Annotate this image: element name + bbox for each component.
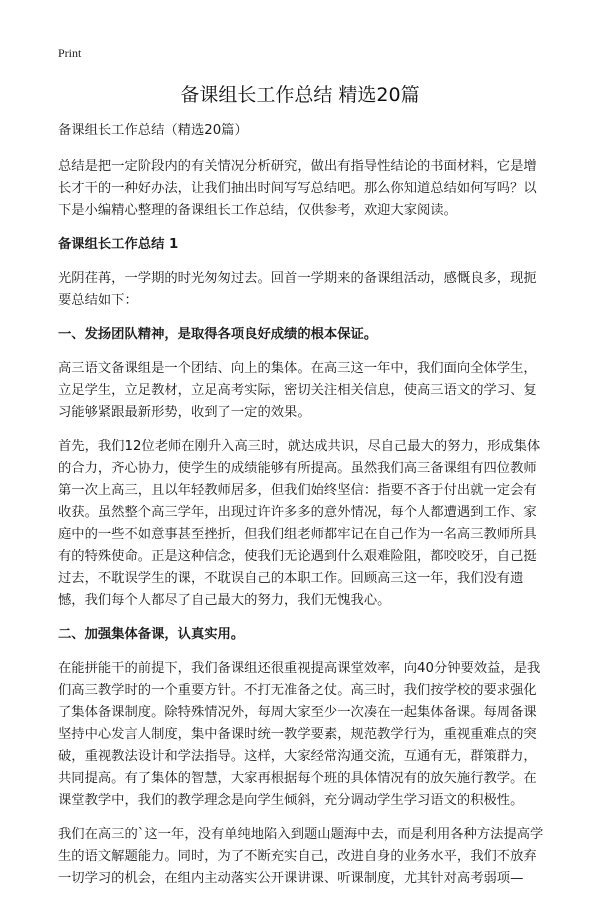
print-label: Print bbox=[58, 46, 82, 60]
article-body bbox=[58, 120, 548, 902]
point-2-heading: 二、加强集体备课，认真实用。 bbox=[58, 627, 245, 642]
point-2-paragraph-2: 我们在高三的`这一年，没有单纯地陷入到题山题海中去，而是利用各种方法提高学生的语文解题能力。同时，为了不断充实自己，改进自身的业务水平，我们不放弃一切学习的机会，在组内主动落实公开课讲课、听课制度，尤其针对高考弱项— bbox=[58, 827, 544, 886]
point-2-paragraph-1: 在能拼能干的前提下，我们备课组还很重视提高课堂效率，向40分钟要效益，是我们高三教学时的一个重要方针。不打无准备之仗。高三时，我们按学校的要求强化了集体备课制度。除特殊情况外，每周大家至少一次凑在一起集体备课。每周备课坚持中心发言人制度，集中备课时统一教学要素，规范教学行为，重视重难点的突破，重视教法设计和学法指导。这样，大家经常沟通交流，互通有无，群策群力，共同提高。有了集体的智慧，大家再根据每个班的具体情况有的放矢施行教学。在课堂教学中，我们的教学理念是向学生倾斜，充分调动学生学习语文的积极性。 bbox=[58, 661, 541, 808]
section-1-intro: 光阴荏苒，一学期的时光匆匆过去。回首一学期来的备课组活动，感慨良多，现扼要总结如下： bbox=[58, 271, 537, 308]
section-1-heading: 备课组长工作总结 1 bbox=[58, 237, 179, 252]
intro-paragraph: 总结是把一定阶段内的有关情况分析研究，做出有指导性结论的书面材料，它是增长才干的一种好办法，让我们抽出时间写写总结吧。那么你知道总结如何写吗？以下是小编精心整理的备课组长工作总结，仅供参考，欢迎大家阅读。 bbox=[58, 159, 537, 218]
article-subtitle: 备课组长工作总结（精选20篇） bbox=[58, 123, 248, 138]
point-1-paragraph-2: 首先，我们12位老师在刚升入高三时，就达成共识，尽自己最大的努力，形成集体的合力，齐心协力，使学生的成绩能够有所提高。虽然我们高三备课组有四位教师第一次上高三，且以年轻教师居多，但我们始终坚信：指要不吝于付出就一定会有收获。虽然整个高三学年，出现过许许多多的意外情况，每个人都遭遇到工作、家庭中的一些不如意事甚至挫折，但我们组老师都牢记在自己作为一名高三教师所具有的特殊使命。正是这种信念，使我们无论遇到什么艰难险阻，都咬咬牙，自己挺过去，不耽误学生的课，不耽误自己的本职工作。回顾高三这一年，我们没有遗憾，我们每个人都尽了自己最大的努力，我们无愧我心。 bbox=[58, 439, 541, 608]
point-1-heading: 一、发扬团队精神，是取得各项良好成绩的根本保证。 bbox=[58, 327, 378, 342]
point-1-paragraph-1: 高三语文备课组是一个团结、向上的集体。在高三这一年中，我们面向全体学生，立足学生，立足教材，立足高考实际，密切关注相关信息，使高三语文的学习、复习能够紧跟最新形势，收到了一定的效果。 bbox=[58, 361, 537, 420]
page-title: 备课组长工作总结 精选20篇 bbox=[180, 84, 420, 106]
